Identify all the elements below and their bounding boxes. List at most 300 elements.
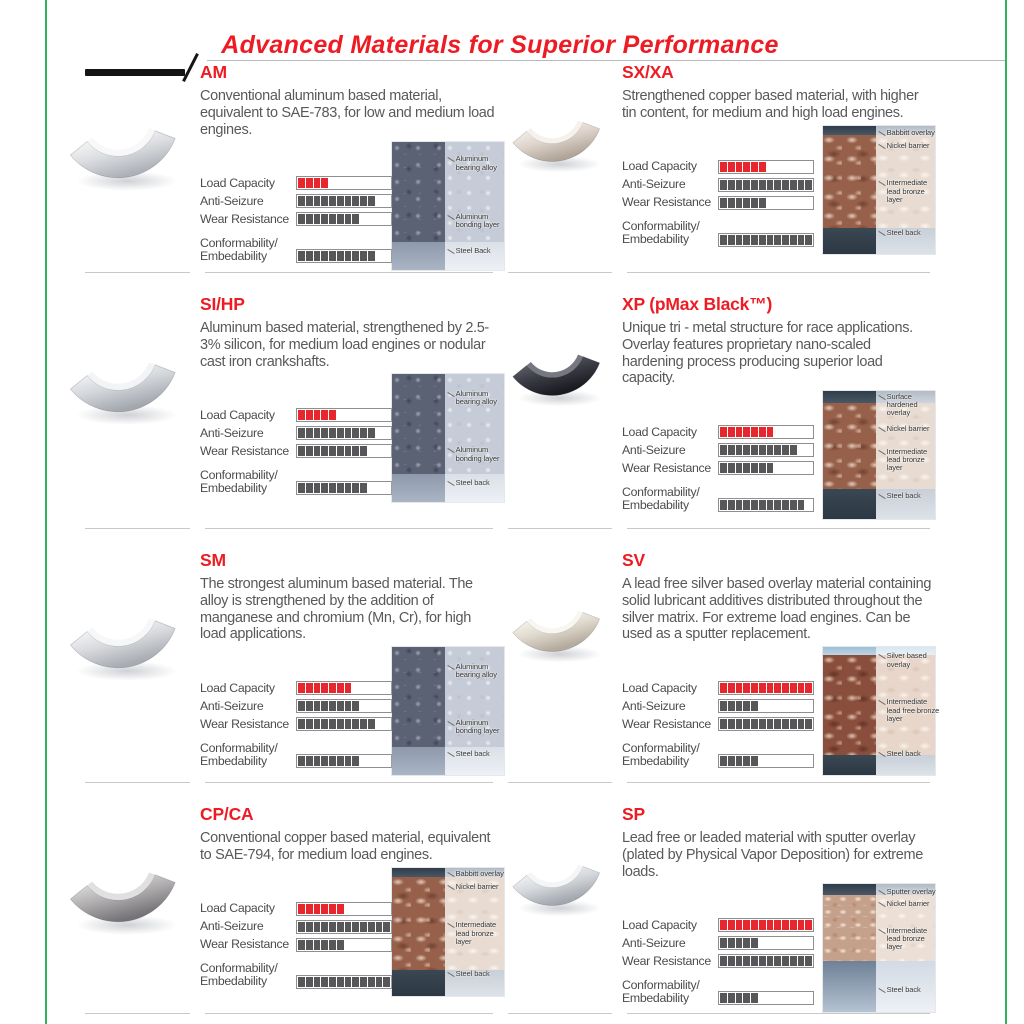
bearing-shell-image (55, 82, 190, 199)
rating-segment (345, 483, 352, 493)
rating-segment (736, 719, 743, 729)
rating-segment (352, 251, 359, 261)
right-border-line (1005, 0, 1007, 1024)
row-divider (627, 782, 930, 783)
rating-segment (345, 940, 352, 950)
ratings-block (200, 900, 392, 996)
layer-label: Nickel barrier (886, 141, 930, 151)
rating-segment (720, 683, 727, 693)
rating-segment (345, 196, 352, 206)
material-layer-band (823, 895, 876, 962)
rating-segment (383, 410, 390, 420)
rating-label: Load Capacity (200, 680, 275, 695)
rating-segment (360, 701, 367, 711)
section-body (200, 142, 500, 270)
rating-segment (345, 977, 352, 987)
rating-segment (345, 756, 352, 766)
ratings-block (622, 423, 814, 519)
rating-segment (314, 196, 321, 206)
section-heading: XP (pMax Black™) (622, 294, 773, 314)
section-body (200, 868, 504, 996)
rating-segment (805, 920, 812, 930)
rating-segment (782, 719, 789, 729)
rating-segment (728, 198, 735, 208)
rating-segment (321, 683, 328, 693)
rating-segment (337, 410, 344, 420)
rating-row (200, 406, 392, 424)
rating-segment (774, 445, 781, 455)
rating-bar (296, 938, 392, 952)
rating-segment (759, 701, 766, 711)
material-layer-band (823, 228, 876, 254)
rating-segment (767, 235, 774, 245)
rating-segment (790, 956, 797, 966)
rating-segment (329, 719, 336, 729)
rating-segment (774, 180, 781, 190)
rating-segment (751, 463, 758, 473)
rating-segment (736, 500, 743, 510)
section-heading: SP (622, 804, 645, 824)
section-heading: SM (200, 550, 226, 570)
rating-label: Wear Resistance (622, 953, 711, 968)
rating-segment (720, 162, 727, 172)
rating-segment (798, 701, 805, 711)
rating-segment (743, 180, 750, 190)
rating-row (622, 441, 814, 459)
rating-segment (298, 904, 305, 914)
rating-segment (329, 756, 336, 766)
rating-label: Conformability/ Embedability (200, 235, 278, 264)
rating-segment (306, 683, 313, 693)
layer-label: Steel back (886, 984, 921, 994)
bearing-shell-image (55, 316, 190, 433)
rating-label: Conformability/ Embedability (622, 740, 700, 768)
rating-segment (790, 198, 797, 208)
material-layer-band (823, 647, 876, 655)
rating-segment (720, 235, 727, 245)
rating-segment (337, 904, 344, 914)
rating-segment (774, 756, 781, 766)
rating-segment (790, 500, 797, 510)
layer-label: Steel back (455, 748, 490, 758)
section-content (200, 528, 500, 782)
rating-segment (368, 701, 375, 711)
rating-label: Wear Resistance (200, 443, 289, 458)
material-layer-band (392, 868, 445, 877)
rating-segment (790, 719, 797, 729)
rating-segment (798, 938, 805, 948)
rating-bar (718, 443, 814, 457)
material-layer-band (392, 970, 445, 996)
material-layer-band (823, 655, 876, 755)
section-heading: SX/XA (622, 62, 674, 82)
bearing-photo (500, 272, 622, 528)
rating-segment (736, 938, 743, 948)
cross-section-photo-half (392, 868, 445, 996)
rating-segment (306, 977, 313, 987)
cross-section-image (823, 391, 935, 519)
rating-segment (321, 446, 328, 456)
rating-segment (368, 940, 375, 950)
rating-segment (368, 904, 375, 914)
rating-segment (298, 251, 305, 261)
rating-segment (383, 756, 390, 766)
rating-segment (352, 214, 359, 224)
rating-segment (337, 701, 344, 711)
rating-bar (718, 699, 814, 713)
rating-segment (337, 251, 344, 261)
rating-row (622, 423, 814, 441)
rating-row (200, 918, 392, 936)
rating-segment (767, 756, 774, 766)
rating-segment (720, 993, 727, 1003)
rating-bar (718, 954, 814, 968)
cross-section-photo-half (392, 647, 445, 775)
rating-segment (306, 251, 313, 261)
rating-segment (383, 483, 390, 493)
rating-segment (774, 993, 781, 1003)
rating-segment (767, 198, 774, 208)
rating-segment (383, 904, 390, 914)
rating-segment (321, 701, 328, 711)
rating-segment (376, 922, 383, 932)
section-heading: SV (622, 550, 645, 570)
rating-segment (314, 940, 321, 950)
rating-label: Wear Resistance (622, 716, 711, 731)
rating-label: Conformability/ Embedability (200, 740, 278, 768)
rating-label: Wear Resistance (622, 194, 711, 209)
ratings-block (622, 679, 814, 775)
rating-segment (805, 993, 812, 1003)
rating-label: Wear Resistance (200, 936, 289, 951)
layer-label: Intermediate lead bronze layer (456, 921, 510, 946)
rating-segment (345, 922, 352, 932)
rating-row (200, 715, 392, 733)
material-layer-band (823, 961, 876, 1012)
ratings-block (622, 916, 814, 1012)
material-layer-band (392, 474, 445, 502)
rating-segment (790, 756, 797, 766)
rating-segment (767, 701, 774, 711)
rating-segment (337, 214, 344, 224)
rating-segment (774, 463, 781, 473)
layer-label: Aluminum bearing alloy (456, 663, 510, 680)
rating-segment (728, 993, 735, 1003)
rating-segment (774, 920, 781, 930)
rating-row (200, 228, 392, 267)
rating-segment (345, 214, 352, 224)
rating-label: Load Capacity (622, 424, 697, 439)
rating-segment (767, 683, 774, 693)
rating-segment (337, 178, 344, 188)
rating-bar (718, 681, 814, 695)
rating-segment (329, 410, 336, 420)
bearing-photo (55, 528, 200, 782)
rating-segment (759, 198, 766, 208)
rating-segment (352, 904, 359, 914)
rating-segment (383, 446, 390, 456)
page-title: Advanced Materials for Superior Performance (221, 30, 779, 59)
rating-segment (736, 198, 743, 208)
rating-segment (782, 993, 789, 1003)
section-heading: AM (200, 62, 227, 82)
rating-segment (767, 463, 774, 473)
rating-segment (337, 483, 344, 493)
rating-segment (306, 719, 313, 729)
rating-bar (718, 918, 814, 932)
rating-segment (345, 719, 352, 729)
rating-row (622, 715, 814, 733)
rating-segment (329, 196, 336, 206)
rating-segment (790, 920, 797, 930)
rating-segment (298, 719, 305, 729)
rating-segment (376, 410, 383, 420)
rating-segment (767, 993, 774, 1003)
rating-segment (774, 162, 781, 172)
rating-segment (360, 251, 367, 261)
rating-row (200, 210, 392, 228)
rating-row (200, 900, 392, 918)
rating-segment (345, 428, 352, 438)
row-divider (205, 272, 493, 273)
rating-bar (296, 212, 392, 226)
rating-row (622, 733, 814, 772)
rating-segment (798, 445, 805, 455)
rating-segment (774, 938, 781, 948)
row-divider (85, 272, 190, 273)
rating-segment (736, 701, 743, 711)
rating-segment (782, 180, 789, 190)
rating-segment (790, 235, 797, 245)
material-layer-band (392, 242, 445, 270)
rating-segment (798, 463, 805, 473)
rating-segment (337, 940, 344, 950)
rating-segment (360, 683, 367, 693)
rating-segment (728, 427, 735, 437)
rating-segment (790, 463, 797, 473)
section-body (200, 647, 500, 775)
rating-segment (376, 483, 383, 493)
rating-segment (321, 904, 328, 914)
rating-row (200, 733, 392, 772)
rating-segment (321, 410, 328, 420)
rating-segment (329, 178, 336, 188)
rating-row (200, 954, 392, 993)
rating-segment (751, 198, 758, 208)
rating-bar (296, 681, 392, 695)
rating-segment (782, 198, 789, 208)
cross-section-photo-half (823, 391, 876, 519)
layer-label: Steel Back (455, 246, 491, 256)
rating-segment (774, 701, 781, 711)
rating-segment (759, 500, 766, 510)
bearing-shell-image (55, 572, 190, 689)
ratings-block (622, 158, 814, 254)
rating-row (200, 697, 392, 715)
rating-segment (805, 180, 812, 190)
rating-segment (321, 214, 328, 224)
rating-segment (728, 719, 735, 729)
rating-segment (798, 719, 805, 729)
material-layer-band (392, 877, 445, 970)
rating-segment (306, 178, 313, 188)
rating-segment (805, 235, 812, 245)
layer-label: Steel back (886, 228, 921, 238)
rating-segment (345, 446, 352, 456)
rating-segment (759, 180, 766, 190)
cross-section-labels (456, 647, 510, 775)
rating-segment (728, 938, 735, 948)
rating-segment (743, 235, 750, 245)
rating-segment (352, 756, 359, 766)
rating-segment (720, 463, 727, 473)
rating-row (200, 679, 392, 697)
rating-segment (751, 938, 758, 948)
cross-section-image (392, 142, 504, 270)
rating-segment (314, 756, 321, 766)
layer-label: Intermediate lead bronze layer (887, 179, 941, 204)
rating-segment (805, 162, 812, 172)
rating-segment (321, 756, 328, 766)
rating-segment (306, 483, 313, 493)
rating-segment (383, 977, 390, 987)
rating-bar (718, 717, 814, 731)
rating-segment (321, 719, 328, 729)
section-body (622, 884, 935, 1012)
rating-segment (751, 180, 758, 190)
rating-segment (720, 427, 727, 437)
rating-bar (296, 249, 392, 263)
rating-segment (743, 500, 750, 510)
rating-segment (805, 427, 812, 437)
bearing-shell-image (500, 826, 612, 923)
row-divider (627, 272, 930, 273)
rating-segment (798, 180, 805, 190)
rating-segment (314, 178, 321, 188)
rating-segment (767, 920, 774, 930)
rating-label: Anti-Seizure (622, 176, 686, 191)
rating-segment (298, 446, 305, 456)
rating-segment (314, 483, 321, 493)
rating-segment (298, 428, 305, 438)
rating-segment (767, 180, 774, 190)
rating-bar (296, 754, 392, 768)
rating-segment (306, 214, 313, 224)
rating-segment (767, 445, 774, 455)
rating-segment (314, 701, 321, 711)
rating-row (622, 459, 814, 477)
rating-segment (352, 196, 359, 206)
rating-segment (751, 683, 758, 693)
rating-segment (368, 719, 375, 729)
rating-segment (743, 956, 750, 966)
section-body (200, 374, 500, 502)
rating-segment (306, 196, 313, 206)
rating-segment (376, 251, 383, 261)
rating-segment (728, 500, 735, 510)
rating-segment (352, 719, 359, 729)
cross-section-image (392, 868, 504, 996)
rating-segment (298, 214, 305, 224)
rating-segment (321, 922, 328, 932)
section-content (622, 60, 935, 272)
rating-segment (368, 196, 375, 206)
bearing-photo (500, 60, 622, 272)
rating-segment (782, 938, 789, 948)
rating-segment (767, 956, 774, 966)
cross-section-image (392, 374, 504, 502)
rating-segment (368, 977, 375, 987)
rating-label: Anti-Seizure (200, 918, 264, 933)
rating-segment (743, 756, 750, 766)
rating-segment (360, 940, 367, 950)
rating-segment (759, 719, 766, 729)
rating-segment (376, 428, 383, 438)
rating-segment (306, 446, 313, 456)
rating-segment (368, 483, 375, 493)
rating-segment (352, 977, 359, 987)
rating-segment (774, 235, 781, 245)
section-description: A lead free silver based overlay material containing solid lubricant additives distributed throughout the silver matrix. For extreme load engines. Can be used as a sputter replacement. (622, 576, 932, 643)
rating-segment (759, 993, 766, 1003)
rating-segment (337, 719, 344, 729)
rating-segment (337, 756, 344, 766)
rating-segment (790, 427, 797, 437)
rating-segment (759, 938, 766, 948)
rating-segment (329, 428, 336, 438)
rating-segment (345, 701, 352, 711)
ratings-block (200, 406, 392, 502)
rating-segment (805, 198, 812, 208)
rating-segment (728, 445, 735, 455)
rating-segment (352, 683, 359, 693)
section-body (622, 647, 940, 775)
bearing-photo (500, 528, 622, 782)
layer-label: Steel back (455, 478, 490, 488)
material-layer-band (392, 747, 445, 775)
rating-bar (718, 936, 814, 950)
rating-segment (345, 178, 352, 188)
cross-section-image (823, 884, 935, 1012)
rating-segment (360, 178, 367, 188)
rating-segment (321, 428, 328, 438)
rating-segment (352, 940, 359, 950)
rating-row (622, 970, 814, 1009)
rating-segment (298, 922, 305, 932)
rating-segment (360, 446, 367, 456)
rating-bar (296, 176, 392, 190)
rating-segment (805, 756, 812, 766)
rating-segment (314, 214, 321, 224)
cross-section-labels (887, 126, 941, 254)
rating-label: Wear Resistance (200, 716, 289, 731)
rating-segment (298, 701, 305, 711)
rating-segment (790, 180, 797, 190)
rating-segment (298, 683, 305, 693)
rating-segment (736, 683, 743, 693)
section-content (622, 272, 935, 528)
rating-segment (298, 178, 305, 188)
rating-segment (790, 445, 797, 455)
rating-segment (782, 683, 789, 693)
rating-segment (751, 920, 758, 930)
bearing-photo (55, 782, 200, 1024)
rating-row (622, 952, 814, 970)
rating-segment (720, 938, 727, 948)
rating-segment (368, 410, 375, 420)
rating-bar (296, 426, 392, 440)
section-description: Unique tri - metal structure for race applications. Overlay features proprietary nano-scaled hardening process producing superior load capacity. (622, 320, 913, 387)
